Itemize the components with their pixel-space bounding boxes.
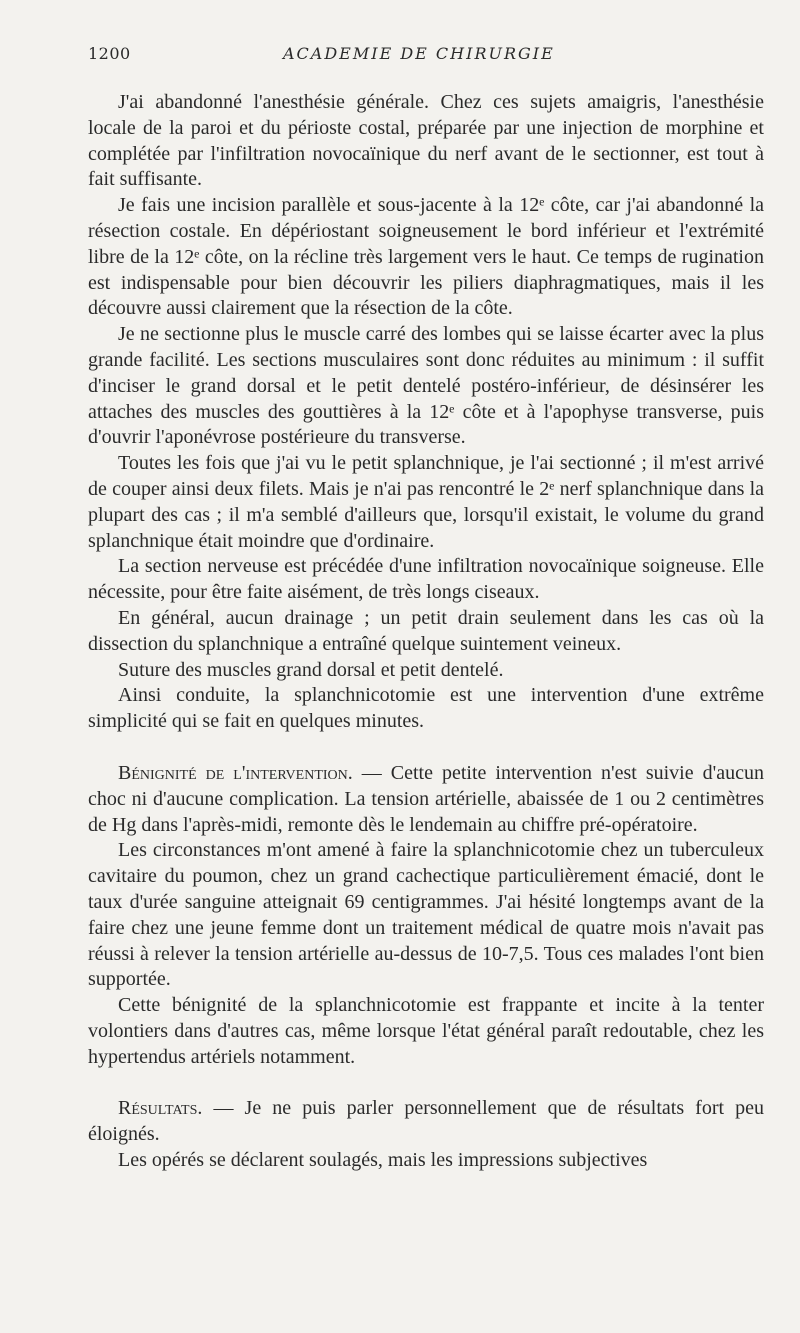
paragraph: La section nerveuse est précédée d'une infiltration novocaïnique soigneuse. Elle nécessite, pour être faite aisément, de très longs ciseaux. [88, 555, 764, 604]
paragraph: Suture des muscles grand dorsal et petit dentelé. [118, 658, 504, 681]
paragraph: Je ne sectionne plus le muscle carré des lombes qui se laisse écarter avec la plus grande facilité. Les sections musculaires sont donc réduites au minimum : il suffit d'inciser le grand dorsal et le petit dentelé postéro-inférieur, de désinsérer les attaches des muscles des gouttières à la 12ᵉ côte et à l'apophyse transverse, puis d'ouvrir l'aponévrose postérieure du transverse. [88, 323, 764, 449]
body-text [88, 90, 764, 1174]
paragraph: En général, aucun drainage ; un petit drain seulement dans les cas où la dissection du splanchnique a entraîné quelque suintement veineux. [88, 606, 764, 655]
page-number: 1200 [88, 44, 131, 63]
page [88, 44, 764, 1174]
section-text: — Cette petite intervention n'est suivie d'aucun choc ni d'aucune complication. La tension artérielle, abaissée de 1 ou 2 centimètres de Hg dans l'après-midi, remonte dès le lendemain au chiffre pré-opératoire. [88, 761, 764, 836]
section-gap [88, 1070, 764, 1096]
paragraph: Les opérés se déclarent soulagés, mais les impressions subjectives [118, 1149, 648, 1172]
paragraph: J'ai abandonné l'anesthésie générale. Chez ces sujets amaigris, l'anesthésie locale de la paroi et du périoste costal, préparée par une injection de morphine et complétée par l'infiltration novocaïnique du nerf avant de le sectionner, est tout à fait suffisante. [88, 91, 764, 191]
section-heading-resultats: Résultats. [118, 1097, 203, 1120]
paragraph: Les circonstances m'ont amené à faire la splanchnicotomie chez un tuberculeux cavitaire du poumon, chez un grand cachectique particulièrement émacié, dont le taux d'urée sanguine atteignait 69 centigrammes. J'ai hésité longtemps avant de la faire chez une jeune femme dont un traitement médical de quatre mois n'avait pas réussi à relever la tension artérielle au-dessus de 10-7,5. Tous ces malades l'ont bien supportée. [88, 839, 764, 991]
section-paragraph-resultats [88, 1096, 764, 1148]
section-text: — Je ne puis parler personnellement que de résultats fort peu éloignés. [88, 1097, 764, 1146]
section-gap [88, 735, 764, 761]
paragraph: Ainsi conduite, la splanchnicotomie est une intervention d'une extrême simplicité qui se fait en quelques minutes. [88, 684, 764, 733]
paragraph: Toutes les fois que j'ai vu le petit splanchnique, je l'ai sectionné ; il m'est arrivé de couper ainsi deux filets. Mais je n'ai pas rencontré le 2ᵉ nerf splanchnique dans la plupart des cas ; il m'a semblé d'ailleurs que, lorsqu'il existait, le volume du grand splanchnique était moindre que d'ordinaire. [88, 452, 764, 552]
paragraph: Je fais une incision parallèle et sous-jacente à la 12ᵉ côte, car j'ai abandonné la résection costale. En dépériostant soigneusement le bord inférieur et l'extrémité libre de la 12ᵉ côte, on la récline très largement vers le haut. Ce temps de rugination est indispensable pour bien découvrir les piliers diaphragmatiques, mais il les découvre aussi clairement que la résection de la côte. [88, 194, 764, 320]
section-heading-benignite: Bénignité de l'intervention. [118, 761, 353, 784]
paragraph: Cette bénignité de la splanchnicotomie est frappante et incite à la tenter volontiers dans d'autres cas, même lorsque l'état général paraît redoutable, chez les hypertendus artériels notamment. [88, 994, 764, 1068]
running-title: ACADEMIE DE CHIRURGIE [283, 44, 555, 63]
section-paragraph-benignite [88, 761, 764, 838]
page-header [88, 44, 764, 72]
